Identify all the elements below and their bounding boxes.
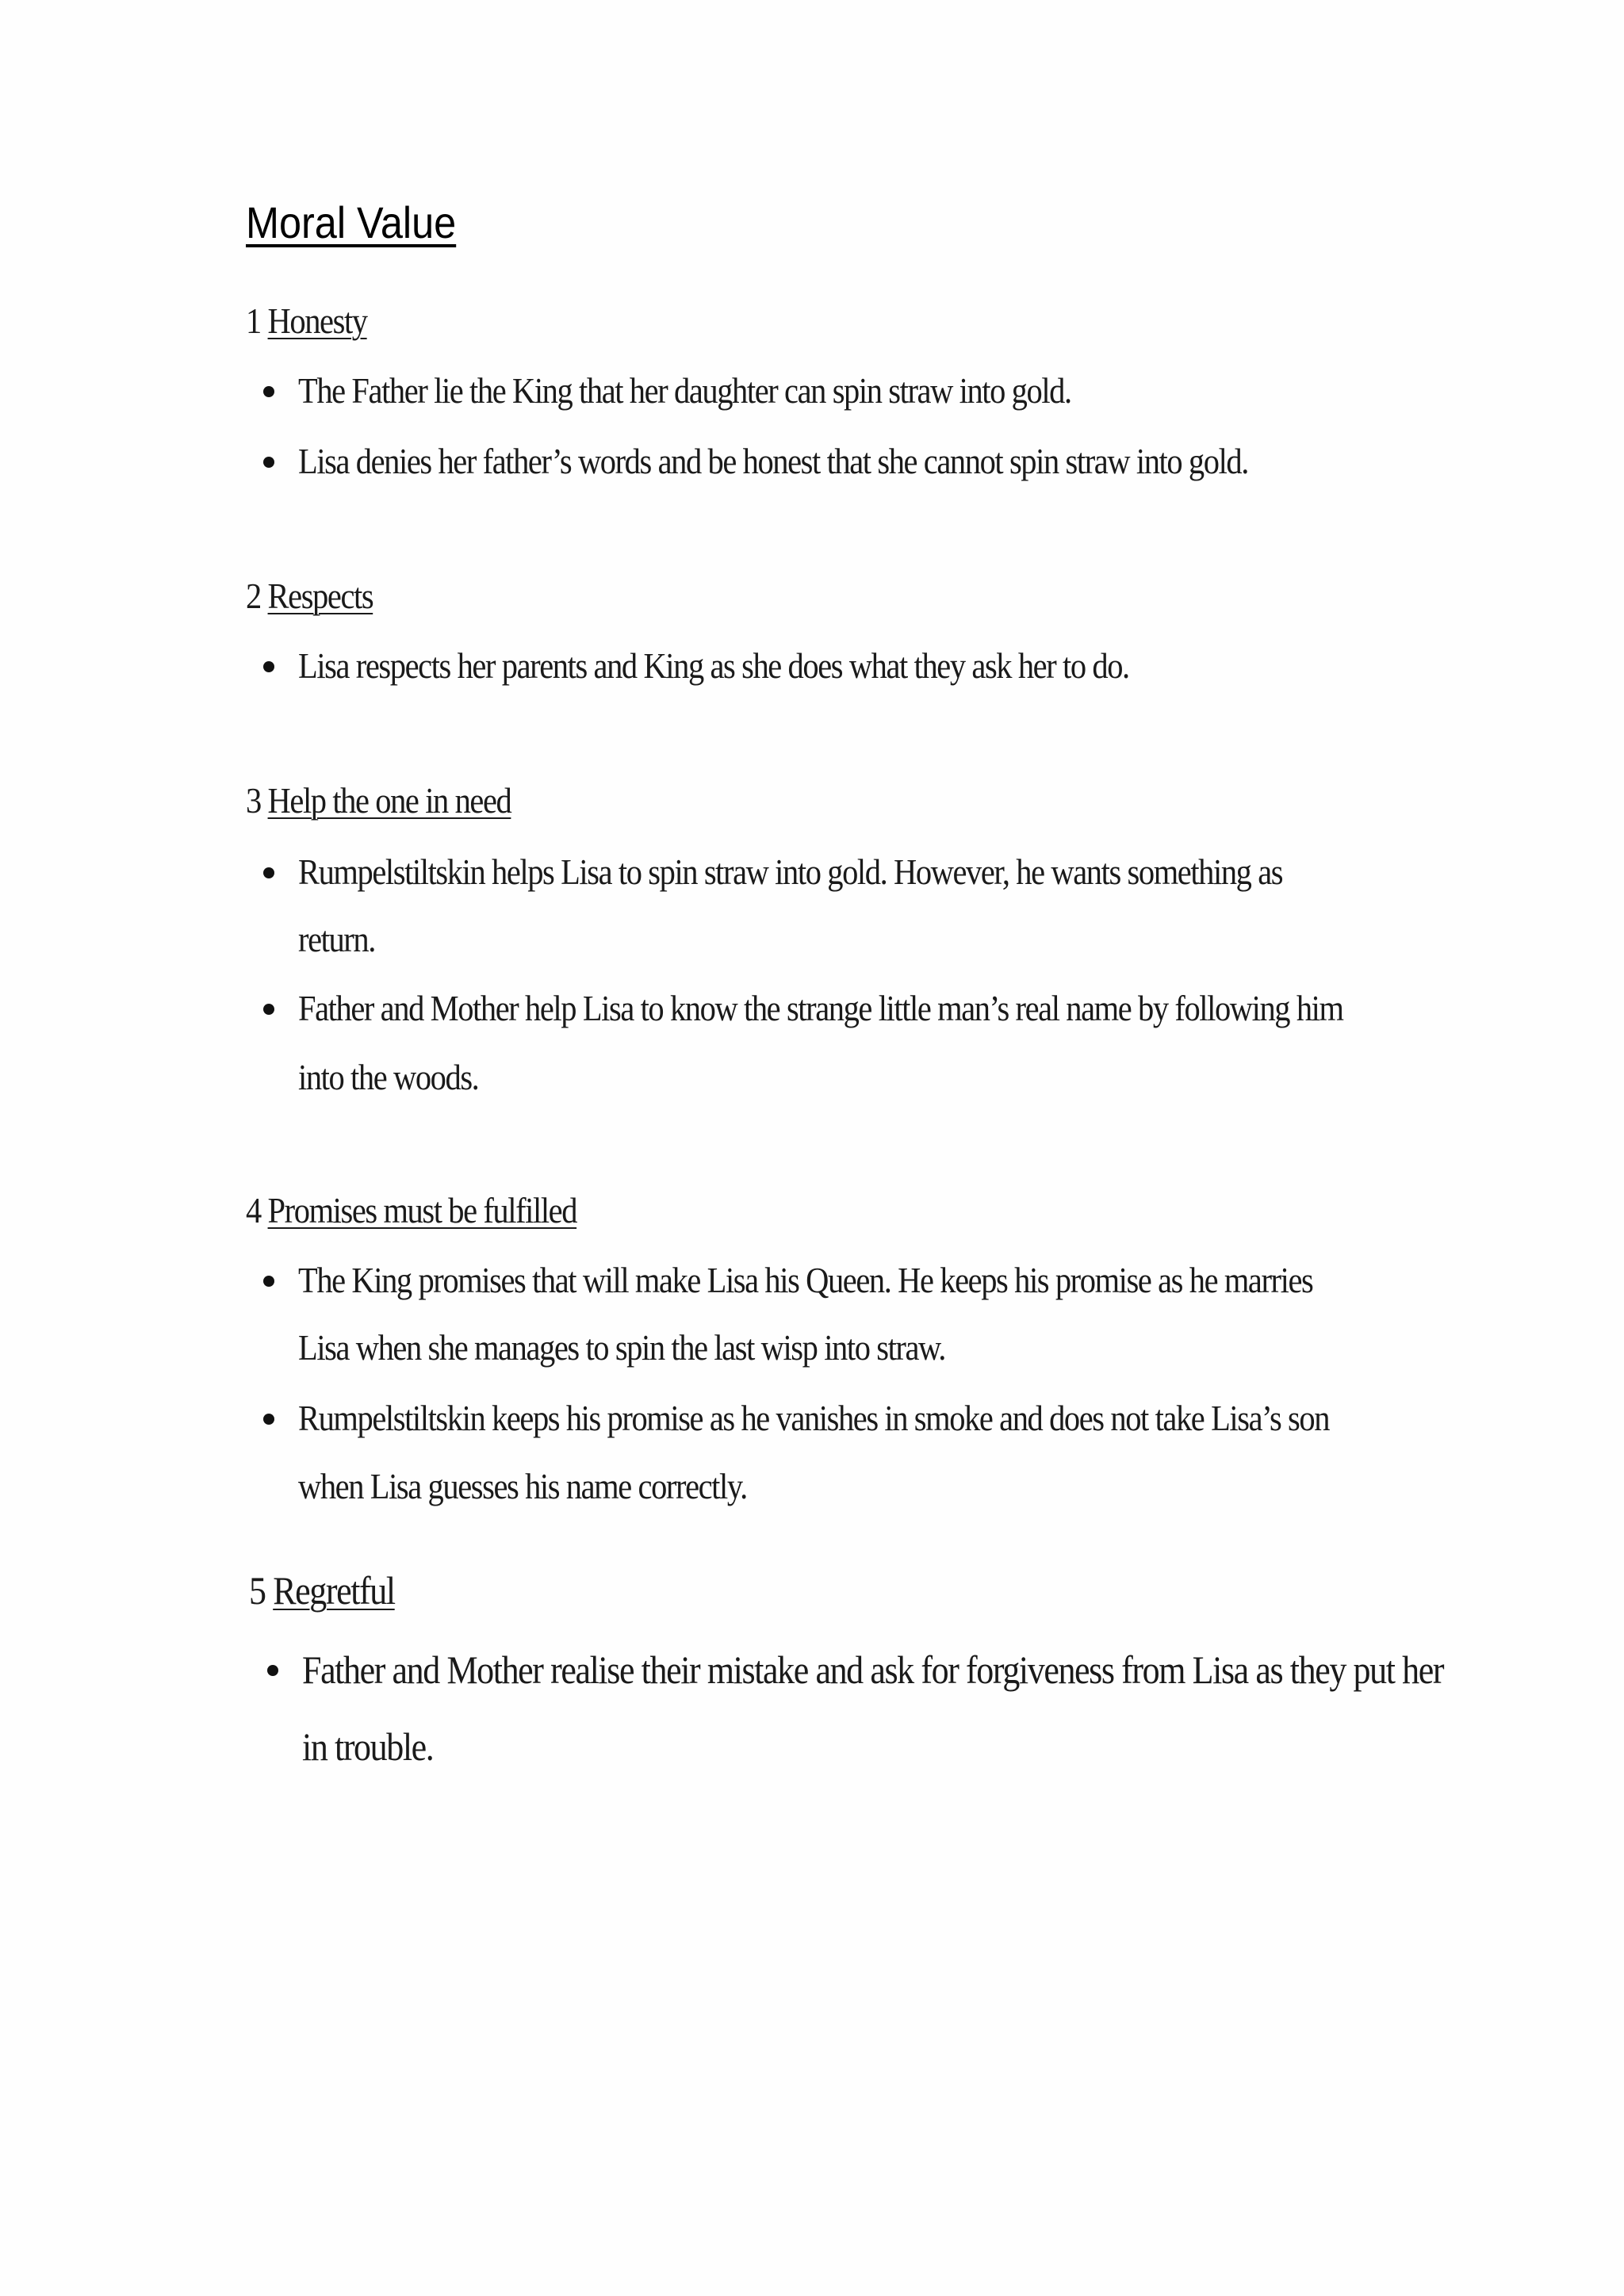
section-number: 5: [249, 1568, 266, 1613]
page-title: Moral Value: [246, 197, 457, 247]
section-number: 3: [246, 780, 261, 821]
bullet-icon: [263, 867, 274, 878]
bullet-text: Father and Mother realise their mistake and ask for forgiveness from Lisa as they put her: [302, 1647, 1444, 1692]
section-title: Regretful: [273, 1568, 395, 1613]
bullet-text: Lisa respects her parents and King as she does what they ask her to do.: [298, 645, 1129, 686]
bullet-text-continued: in trouble.: [302, 1724, 434, 1769]
bullet-icon: [263, 457, 274, 468]
bullet-text: Lisa denies her father’s words and be honest that she cannot spin straw into gold.: [298, 441, 1248, 481]
bullet-icon: [267, 1665, 278, 1676]
bullet-icon: [263, 661, 274, 672]
section-heading: [246, 575, 373, 617]
section-number: 2: [246, 576, 261, 616]
section-title: Promises must be fulfilled: [267, 1190, 577, 1230]
section-heading: [246, 1189, 576, 1231]
bullet-icon: [263, 386, 274, 397]
bullet-text-continued: Lisa when she manages to spin the last wisp into straw.: [298, 1327, 945, 1368]
section-title: Honesty: [267, 300, 367, 341]
bullet-text-continued: into the woods.: [298, 1057, 479, 1097]
bullet-text: The King promises that will make Lisa his Queen. He keeps his promise as he marries: [298, 1260, 1313, 1300]
section-heading: [246, 300, 367, 342]
section-number: 1: [246, 300, 261, 341]
section-number: 4: [246, 1190, 261, 1230]
section-heading: [249, 1567, 395, 1613]
bullet-icon: [263, 1276, 274, 1287]
section-title: Help the one in need: [267, 780, 511, 821]
section-title: Respects: [267, 576, 373, 616]
bullet-text: Rumpelstiltskin keeps his promise as he vanishes in smoke and does not take Lisa’s son: [298, 1398, 1330, 1438]
bullet-icon: [263, 1414, 274, 1425]
bullet-text: Rumpelstiltskin helps Lisa to spin straw into gold. However, he wants something as: [298, 851, 1283, 892]
bullet-text-continued: return.: [298, 919, 375, 959]
bullet-text: The Father lie the King that her daughter can spin straw into gold.: [298, 370, 1071, 411]
bullet-icon: [263, 1004, 274, 1015]
bullet-text-continued: when Lisa guesses his name correctly.: [298, 1466, 747, 1506]
section-heading: [246, 779, 511, 821]
bullet-text: Father and Mother help Lisa to know the strange little man’s real name by following him: [298, 988, 1343, 1028]
